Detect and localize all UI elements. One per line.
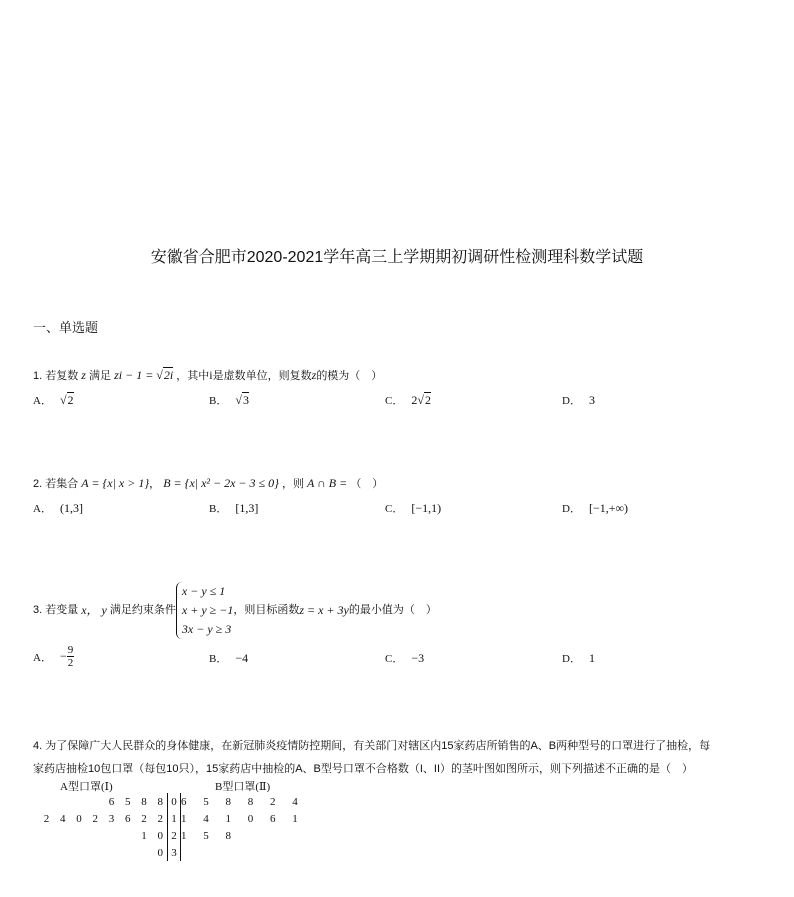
q1-var: z <box>81 368 86 382</box>
q1-stem-post: 是虚数单位，则复数 <box>212 370 312 382</box>
q2-stem-pre: 2. 若集合 <box>33 478 79 490</box>
q2-expression: A ∩ B = <box>307 476 348 490</box>
q1-equation-right: 2i <box>163 368 174 382</box>
stem-leaf-row <box>12 844 305 861</box>
q3-option-b[interactable]: B． −4 <box>209 651 249 665</box>
leaves-b: 1 5 8 <box>181 829 238 842</box>
q2-option-a[interactable]: A． (1,3] <box>33 501 83 515</box>
q3-objective: z = x + 3y <box>299 603 349 617</box>
stem-value: 0 <box>168 793 181 810</box>
leaves-b: 1 4 1 0 6 1 <box>181 812 305 825</box>
stem-leaf-header-b: B型口罩(Ⅱ) <box>215 781 271 793</box>
q1-option-a[interactable]: A． √2 <box>33 393 74 407</box>
q2-stem-end: （ ） <box>350 478 384 490</box>
sqrt-icon: √ <box>156 368 163 382</box>
q1-stem-end: 的模为（ ） <box>316 370 383 382</box>
q1-stem-mid2: ，其中 <box>176 370 210 382</box>
stem-leaf-plot <box>12 793 305 861</box>
page-title: 安徽省合肥市2020-2021学年高三上学期期初调研性检测理科数学试题 <box>150 249 644 266</box>
q3-option-c[interactable]: C． −3 <box>385 651 425 665</box>
stem-value: 3 <box>168 844 181 861</box>
q3-option-a-fraction: $\frac{9}{2}$ <box>67 644 74 669</box>
q1-option-c[interactable]: C． 2√2 <box>385 393 431 407</box>
question-4-line-1: 4. 为了保障广大人民群众的身体健康，在新冠肺炎疫情防控期间，有关部门对辖区内15家药店所销售的A、B两种型号的口罩进行了抽检，每 <box>33 740 711 752</box>
q3-constraint-system <box>176 582 233 639</box>
leaves-a: 6 5 8 8 <box>108 795 167 808</box>
section-heading: 一、单选题 <box>33 320 99 335</box>
stem-leaf-row <box>12 827 305 844</box>
question-1 <box>33 368 382 384</box>
sqrt-icon: √ <box>59 393 67 407</box>
question-3 <box>33 582 437 639</box>
q3-vars: x， y <box>81 603 107 617</box>
q1-option-d[interactable]: D． 3 <box>562 393 595 407</box>
sqrt-icon: √ <box>417 393 424 407</box>
stem-value: 2 <box>168 827 181 844</box>
q1-stem-pre: 1. 若复数 <box>33 370 79 382</box>
stem-leaf-row <box>12 810 305 827</box>
leaves-b: 6 5 8 8 2 4 <box>181 795 305 808</box>
leaves-b <box>181 844 305 861</box>
q2-option-d[interactable]: D． [−1,+∞) <box>562 501 629 515</box>
q3-stem-pre: 3. 若变量 <box>33 604 79 616</box>
q2-stem-post: ，则 <box>281 478 304 490</box>
q2-set-b: B = {x| x² − 2x − 3 ≤ 0} <box>163 476 279 490</box>
q1-stem-mid: 满足 <box>89 370 112 382</box>
stem-value: 1 <box>168 810 181 827</box>
question-2: 2. 若集合 A = {x| x > 1}， B = {x| x² − 2x − 3 ≤ 0} ，则 A ∩ B = （ ） <box>33 476 384 490</box>
q1-var-2: z <box>311 368 317 382</box>
q3-stem-post: ，则目标函数 <box>233 604 300 616</box>
stem-leaf-header-a: A型口罩(Ⅰ) <box>60 781 113 793</box>
q3-stem-mid: 满足约束条件 <box>109 604 176 616</box>
q3-stem-end: 的最小值为（ ） <box>348 604 437 616</box>
q2-option-b[interactable]: B． [1,3] <box>209 501 259 515</box>
q3-constraint: x + y ≥ −1 <box>181 603 234 617</box>
leaves-a: 0 <box>157 846 167 859</box>
q3-option-d[interactable]: D． 1 <box>562 651 595 665</box>
question-4-line-2: 家药店抽检10包口罩（每包10只），15家药店中抽检的A、B型号口罩不合格数（I、II）的茎叶图如图所示，则下列描述不正确的是（ ） <box>33 763 694 775</box>
q3-constraint: x − y ≤ 1 <box>181 584 226 598</box>
q3-constraint: 3x − y ≥ 3 <box>181 622 232 636</box>
q2-set-a: A = {x| x > 1} <box>81 476 150 490</box>
q1-imag-unit: i <box>209 368 213 382</box>
q1-option-b[interactable]: B． √3 <box>209 393 249 407</box>
q3-option-a[interactable]: A． − $\frac{9}{2}$ <box>33 644 74 669</box>
stem-leaf-row <box>12 793 305 810</box>
q2-option-c[interactable]: C． [−1,1) <box>385 501 442 515</box>
q1-equation-left: zi − 1 = <box>114 368 157 382</box>
leaves-a: 2 4 0 2 3 6 2 2 <box>43 812 167 825</box>
sqrt-icon: √ <box>235 393 242 407</box>
leaves-a: 1 0 <box>141 829 167 842</box>
